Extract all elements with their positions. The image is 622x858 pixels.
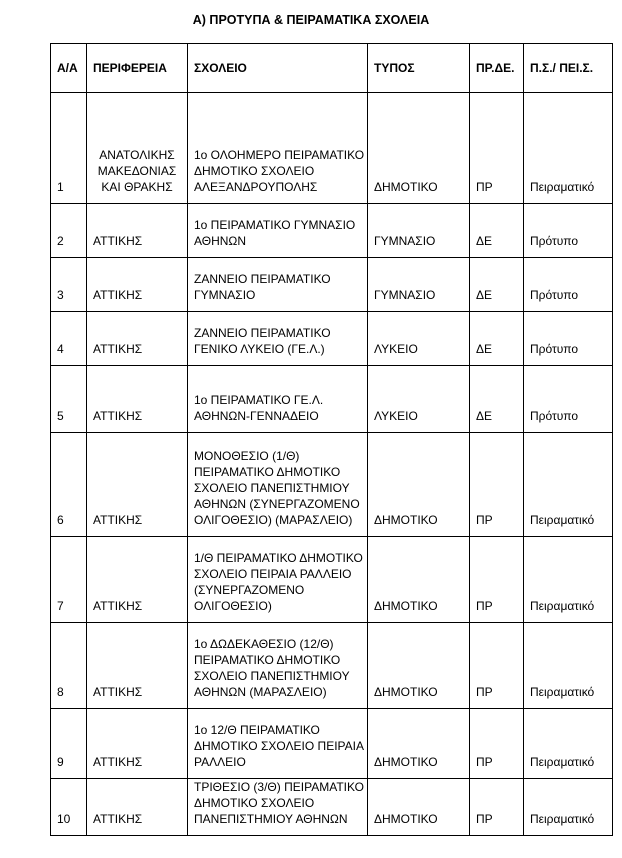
cell-school: 1ο ΟΛΟΗΜΕΡΟ ΠΕΙΡΑΜΑΤΙΚΟ ΔΗΜΟΤΙΚΟ ΣΧΟΛΕΙΟ ΑΛΕΞΑΝΔΡΟΥΠΟΛΗΣ [188,93,368,204]
cell-school: 1ο ΠΕΙΡΑΜΑΤΙΚΟ ΓΕ.Λ. ΑΘΗΝΩΝ-ΓΕΝΝΑΔΕΙΟ [188,366,368,433]
cell-aa: 9 [51,709,87,779]
cell-school: 1/Θ ΠΕΙΡΑΜΑΤΙΚΟ ΔΗΜΟΤΙΚΟ ΣΧΟΛΕΙΟ ΠΕΙΡΑΙΑ ΡΑΛΛΕΙΟ (ΣΥΝΕΡΓΑΖΟΜΕΝΟ ΟΛΙΓΟΘΕΣΙΟ) [188,537,368,623]
header-category: Π.Σ./ ΠΕΙ.Σ. [524,44,613,93]
cell-level: ΠΡ [470,93,524,204]
cell-school: ΖΑΝΝΕΙΟ ΠΕΙΡΑΜΑΤΙΚΟ ΓΥΜΝΑΣΙΟ [188,258,368,312]
table-row [51,366,613,433]
cell-category: Πρότυπο [524,312,613,366]
cell-category: Πειραματικό [524,623,613,709]
cell-school: ΤΡΙΘΕΣΙΟ (3/Θ) ΠΕΙΡΑΜΑΤΙΚΟ ΔΗΜΟΤΙΚΟ ΣΧΟΛΕΙΟ ΠΑΝΕΠΙΣΤΗΜΙΟΥ ΑΘΗΝΩΝ [188,779,368,836]
cell-region: ΑΤΤΙΚΗΣ [87,258,188,312]
table-row [51,537,613,623]
table-row [51,709,613,779]
header-aa: Α/Α [51,44,87,93]
schools-table [50,43,613,836]
cell-region: ΑΤΤΙΚΗΣ [87,709,188,779]
cell-aa: 10 [51,779,87,836]
cell-type: ΔΗΜΟΤΙΚΟ [368,623,470,709]
cell-aa: 4 [51,312,87,366]
cell-school: 1ο 12/Θ ΠΕΙΡΑΜΑΤΙΚΟ ΔΗΜΟΤΙΚΟ ΣΧΟΛΕΙΟ ΠΕΙΡΑΙΑ ΡΑΛΛΕΙΟ [188,709,368,779]
table-row [51,204,613,258]
cell-level: ΠΡ [470,623,524,709]
cell-aa: 3 [51,258,87,312]
cell-aa: 8 [51,623,87,709]
page-title: Α) ΠΡΟΤΥΠΑ & ΠΕΙΡΑΜΑΤΙΚΑ ΣΧΟΛΕΙΑ [192,13,430,27]
cell-school: ΖΑΝΝΕΙΟ ΠΕΙΡΑΜΑΤΙΚΟ ΓΕΝΙΚΟ ΛΥΚΕΙΟ (ΓΕ.Λ.) [188,312,368,366]
table-row [51,433,613,537]
table-row [51,93,613,204]
cell-region: ΑΤΤΙΚΗΣ [87,204,188,258]
cell-level: ΔΕ [470,312,524,366]
cell-aa: 2 [51,204,87,258]
cell-region: ΑΤΤΙΚΗΣ [87,433,188,537]
cell-type: ΓΥΜΝΑΣΙΟ [368,258,470,312]
cell-category: Πειραματικό [524,537,613,623]
cell-type: ΛΥΚΕΙΟ [368,366,470,433]
cell-category: Πρότυπο [524,258,613,312]
cell-school: 1ο ΠΕΙΡΑΜΑΤΙΚΟ ΓΥΜΝΑΣΙΟ ΑΘΗΝΩΝ [188,204,368,258]
cell-region: ΑΤΤΙΚΗΣ [87,366,188,433]
cell-aa: 7 [51,537,87,623]
cell-level: ΔΕ [470,204,524,258]
cell-category: Πειραματικό [524,779,613,836]
cell-region: ΑΤΤΙΚΗΣ [87,779,188,836]
cell-aa: 5 [51,366,87,433]
cell-level: ΔΕ [470,366,524,433]
cell-type: ΔΗΜΟΤΙΚΟ [368,537,470,623]
header-type: ΤΥΠΟΣ [368,44,470,93]
cell-type: ΛΥΚΕΙΟ [368,312,470,366]
cell-category: Πρότυπο [524,366,613,433]
cell-level: ΠΡ [470,709,524,779]
cell-level: ΔΕ [470,258,524,312]
cell-region: ΑΤΤΙΚΗΣ [87,537,188,623]
cell-level: ΠΡ [470,779,524,836]
cell-type: ΔΗΜΟΤΙΚΟ [368,709,470,779]
table-header-row [51,44,613,93]
header-school: ΣΧΟΛΕΙΟ [188,44,368,93]
cell-school: 1ο ΔΩΔΕΚΑΘΕΣΙΟ (12/Θ) ΠΕΙΡΑΜΑΤΙΚΟ ΔΗΜΟΤΙΚΟ ΣΧΟΛΕΙΟ ΠΑΝΕΠΙΣΤΗΜΙΟΥ ΑΘΗΝΩΝ (ΜΑΡΑΣΛΕΙΟ) [188,623,368,709]
cell-aa: 1 [51,93,87,204]
cell-region: ΑΝΑΤΟΛΙΚΗΣ ΜΑΚΕΔΟΝΙΑΣ ΚΑΙ ΘΡΑΚΗΣ [87,93,188,204]
cell-region: ΑΤΤΙΚΗΣ [87,312,188,366]
cell-category: Πειραματικό [524,709,613,779]
cell-aa: 6 [51,433,87,537]
header-level: ΠΡ.ΔΕ. [470,44,524,93]
cell-type: ΔΗΜΟΤΙΚΟ [368,93,470,204]
header-region: ΠΕΡΙΦΕΡΕΙΑ [87,44,188,93]
cell-type: ΔΗΜΟΤΙΚΟ [368,779,470,836]
cell-school: ΜΟΝΟΘΕΣΙΟ (1/Θ) ΠΕΙΡΑΜΑΤΙΚΟ ΔΗΜΟΤΙΚΟ ΣΧΟΛΕΙΟ ΠΑΝΕΠΙΣΤΗΜΙΟΥ ΑΘΗΝΩΝ (ΣΥΝΕΡΓΑΖΟΜΕΝΟ ΟΛΙΓΟΘΕΣΙΟ) (ΜΑΡΑΣΛΕΙΟ) [188,433,368,537]
table-row [51,779,613,836]
cell-level: ΠΡ [470,433,524,537]
cell-category: Πρότυπο [524,204,613,258]
cell-region: ΑΤΤΙΚΗΣ [87,623,188,709]
table-row [51,623,613,709]
cell-type: ΓΥΜΝΑΣΙΟ [368,204,470,258]
cell-category: Πειραματικό [524,93,613,204]
table-row [51,258,613,312]
cell-level: ΠΡ [470,537,524,623]
cell-type: ΔΗΜΟΤΙΚΟ [368,433,470,537]
table-row [51,312,613,366]
cell-category: Πειραματικό [524,433,613,537]
